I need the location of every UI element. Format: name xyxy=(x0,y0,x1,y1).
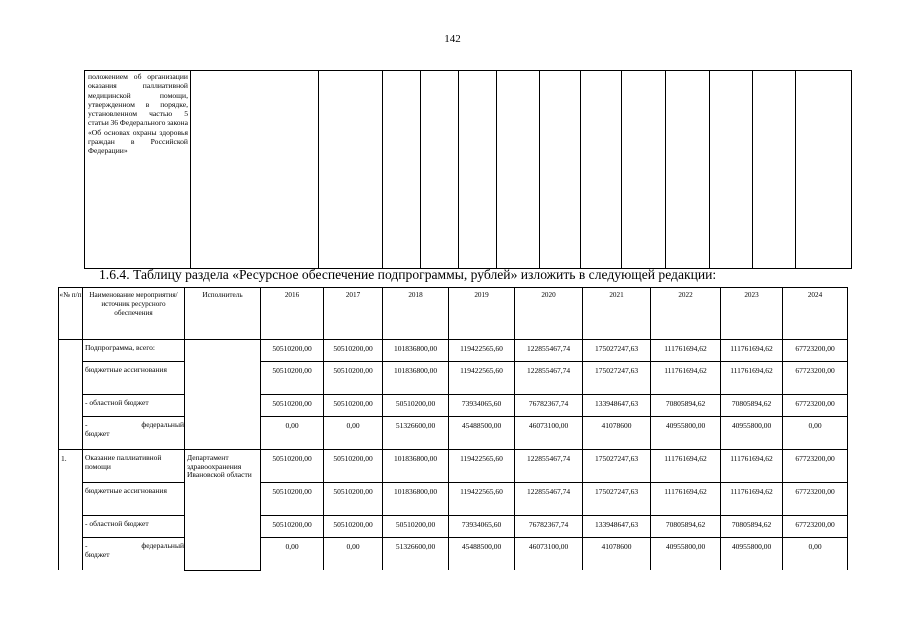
table-row xyxy=(59,417,848,450)
row-value: 51326600,00 xyxy=(383,417,449,450)
row-value: 40955800,00 xyxy=(721,417,783,450)
row-index xyxy=(59,538,83,571)
table-row xyxy=(59,450,848,483)
row-value: 50510200,00 xyxy=(261,362,324,395)
row-value: 111761694,62 xyxy=(721,483,783,516)
row-value: 0,00 xyxy=(261,538,324,571)
row-value: 175027247,63 xyxy=(583,362,651,395)
header-year: 2016 xyxy=(261,288,324,340)
table-row xyxy=(59,538,848,571)
row-name-word: федеральный xyxy=(141,420,184,429)
row-name-word: федеральный xyxy=(141,541,184,550)
row-value: 111761694,62 xyxy=(721,362,783,395)
row-value: 133948647,63 xyxy=(583,395,651,417)
row-value: 0,00 xyxy=(324,538,383,571)
row-value: 101836800,00 xyxy=(383,362,449,395)
row-value: 111761694,62 xyxy=(651,450,721,483)
row-value: 122855467,74 xyxy=(515,483,583,516)
row-value: 111761694,62 xyxy=(721,450,783,483)
table-row xyxy=(59,516,848,538)
row-value: 46073100,00 xyxy=(515,538,583,571)
row-value: 133948647,63 xyxy=(583,516,651,538)
row-value: 50510200,00 xyxy=(261,483,324,516)
row-value: 40955800,00 xyxy=(651,538,721,571)
header-year: 2023 xyxy=(721,288,783,340)
row-value: 76782367,74 xyxy=(515,516,583,538)
section-heading: 1.6.4. Таблицу раздела «Ресурсное обеспечение подпрограммы, рублей» изложить в следующей редакции: xyxy=(99,267,717,282)
header-year: 2021 xyxy=(583,288,651,340)
row-index xyxy=(59,362,83,395)
row-value: 50510200,00 xyxy=(324,395,383,417)
row-name: бюджетные ассигнования xyxy=(83,362,185,395)
row-index xyxy=(59,417,83,450)
row-value: 122855467,74 xyxy=(515,450,583,483)
header-row xyxy=(59,288,848,340)
row-value: 51326600,00 xyxy=(383,538,449,571)
row-value: 175027247,63 xyxy=(583,450,651,483)
row-value: 46073100,00 xyxy=(515,417,583,450)
row-name xyxy=(83,538,185,571)
row-name xyxy=(83,417,185,450)
row-value: 67723200,00 xyxy=(783,450,848,483)
row-name-tail: бюджет xyxy=(85,428,110,438)
header-year: 2018 xyxy=(383,288,449,340)
row-index xyxy=(59,395,83,417)
row-value: 101836800,00 xyxy=(383,340,449,362)
header-year: 2022 xyxy=(651,288,721,340)
row-value: 41078600 xyxy=(583,417,651,450)
row-value: 50510200,00 xyxy=(261,395,324,417)
row-value: 111761694,62 xyxy=(651,340,721,362)
row-executor xyxy=(185,417,261,450)
row-value: 50510200,00 xyxy=(261,516,324,538)
row-value: 0,00 xyxy=(783,538,848,571)
row-executor xyxy=(185,362,261,395)
row-value: 70805894,62 xyxy=(721,395,783,417)
row-value: 119422565,60 xyxy=(449,340,515,362)
row-value: 67723200,00 xyxy=(783,362,848,395)
row-value: 45488500,00 xyxy=(449,417,515,450)
row-value: 101836800,00 xyxy=(383,483,449,516)
row-index xyxy=(59,340,83,362)
row-value: 119422565,60 xyxy=(449,450,515,483)
header-year: 2017 xyxy=(324,288,383,340)
row-index xyxy=(59,483,83,516)
row-name: Подпрограмма, всего: xyxy=(83,340,185,362)
header-index: «№ п/п xyxy=(59,288,83,340)
row-name: Оказание паллиативной помощи xyxy=(83,450,185,483)
row-value: 50510200,00 xyxy=(324,340,383,362)
row-value: 111761694,62 xyxy=(651,362,721,395)
row-value: 50510200,00 xyxy=(261,450,324,483)
header-year: 2024 xyxy=(783,288,848,340)
continuation-text: положением об организации оказания паллиативной медицинской помощи, утвержденном в порядке, установленном частью 5 статьи 36 Федерального закона «Об основах охраны здоровья граждан в Российской Федерации» xyxy=(85,71,191,269)
row-value: 0,00 xyxy=(783,417,848,450)
resource-table xyxy=(58,287,848,571)
row-value: 119422565,60 xyxy=(449,362,515,395)
row-value: 122855467,74 xyxy=(515,340,583,362)
table-row xyxy=(59,340,848,362)
row-executor xyxy=(185,340,261,362)
row-value: 73934065,60 xyxy=(449,395,515,417)
row-value: 122855467,74 xyxy=(515,362,583,395)
row-value: 119422565,60 xyxy=(449,483,515,516)
header-name: Наименование мероприятия/источник ресурсного обеспечения xyxy=(83,288,185,340)
row-value: 67723200,00 xyxy=(783,483,848,516)
row-name: бюджетные ассигнования xyxy=(83,483,185,516)
row-value: 70805894,62 xyxy=(721,516,783,538)
row-executor xyxy=(185,395,261,417)
table-row xyxy=(59,362,848,395)
header-year: 2019 xyxy=(449,288,515,340)
table-row xyxy=(59,395,848,417)
row-value: 50510200,00 xyxy=(324,516,383,538)
row-value: 45488500,00 xyxy=(449,538,515,571)
row-name: - областной бюджет xyxy=(83,516,185,538)
row-value: 50510200,00 xyxy=(324,483,383,516)
row-executor: Департамент здравоохранения Ивановской области xyxy=(185,450,261,571)
row-value: 41078600 xyxy=(583,538,651,571)
row-name-dash: - xyxy=(85,420,88,429)
row-value: 175027247,63 xyxy=(583,340,651,362)
row-value: 175027247,63 xyxy=(583,483,651,516)
row-value: 67723200,00 xyxy=(783,340,848,362)
row-name-tail: бюджет xyxy=(85,549,110,559)
row-value: 67723200,00 xyxy=(783,395,848,417)
row-value: 70805894,62 xyxy=(651,395,721,417)
row-value: 70805894,62 xyxy=(651,516,721,538)
row-value: 50510200,00 xyxy=(261,340,324,362)
row-value: 101836800,00 xyxy=(383,450,449,483)
row-value: 73934065,60 xyxy=(449,516,515,538)
row-value: 50510200,00 xyxy=(383,516,449,538)
table-row xyxy=(59,483,848,516)
row-value: 0,00 xyxy=(261,417,324,450)
page-number: 142 xyxy=(444,33,461,45)
row-name: - областной бюджет xyxy=(83,395,185,417)
row-name-dash: - xyxy=(85,541,88,550)
header-year: 2020 xyxy=(515,288,583,340)
row-value: 0,00 xyxy=(324,417,383,450)
row-value: 111761694,62 xyxy=(721,340,783,362)
row-value: 76782367,74 xyxy=(515,395,583,417)
row-value: 40955800,00 xyxy=(721,538,783,571)
row-value: 67723200,00 xyxy=(783,516,848,538)
continuation-table xyxy=(84,70,852,269)
row-value: 50510200,00 xyxy=(324,362,383,395)
row-value: 50510200,00 xyxy=(324,450,383,483)
header-executor: Исполнитель xyxy=(185,288,261,340)
row-index: 1. xyxy=(59,450,83,483)
row-value: 50510200,00 xyxy=(383,395,449,417)
row-index xyxy=(59,516,83,538)
row-value: 111761694,62 xyxy=(651,483,721,516)
row-value: 40955800,00 xyxy=(651,417,721,450)
